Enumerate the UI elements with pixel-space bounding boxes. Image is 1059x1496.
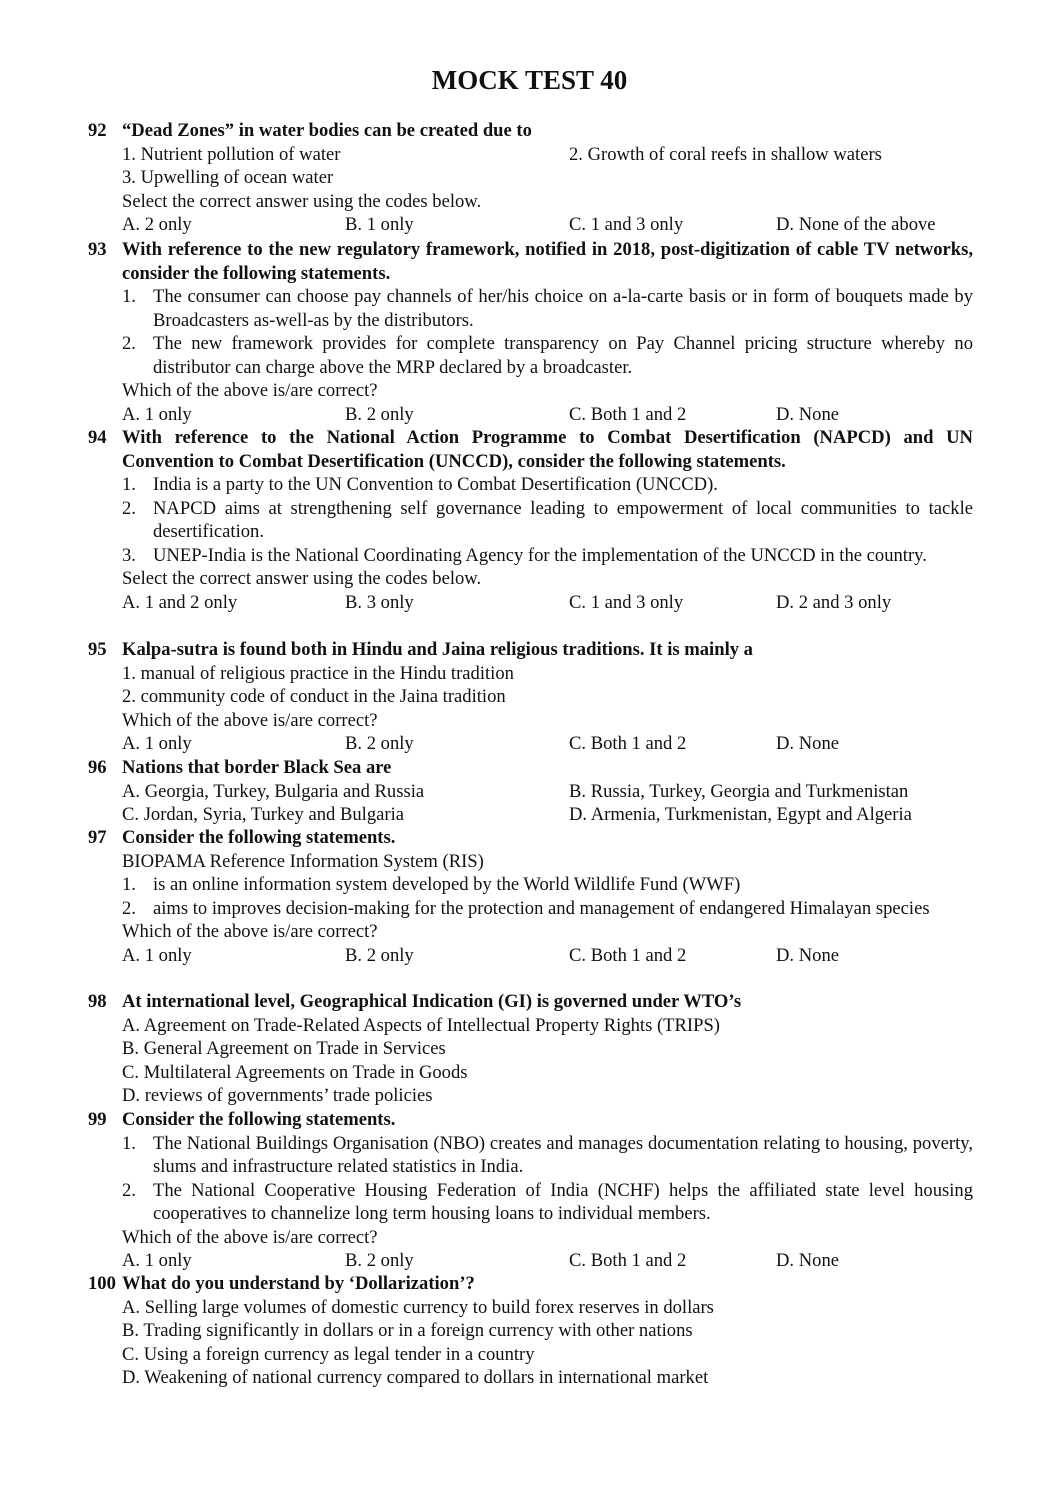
question-number: 99: [88, 1109, 107, 1130]
option-b: B. 2 only: [345, 733, 414, 754]
option-a: A. 1 only: [122, 944, 192, 966]
option-d: D. 2 and 3 only: [776, 591, 892, 613]
question-text: What do you understand by ‘Dollarization’?: [122, 1273, 475, 1294]
option-b: B. 1 only: [345, 214, 414, 235]
option-a: A. Selling large volumes of domestic currency to build forex reserves in dollars: [122, 1296, 714, 1318]
answer-prompt: Which of the above is/are correct?: [122, 709, 378, 731]
question-stem: [88, 119, 973, 143]
item-row: [88, 143, 973, 167]
question-stem: [88, 1272, 973, 1296]
option-d: D. None: [776, 733, 839, 754]
option-b: B. 2 only: [345, 1250, 414, 1271]
item: 1. manual of religious practice in the Hindu tradition: [122, 662, 514, 684]
statement-label: 2.: [122, 333, 136, 354]
answer-prompt: Which of the above is/are correct?: [122, 921, 378, 942]
option-b: B. Trading significantly in dollars or in a foreign currency with other nations: [122, 1320, 693, 1341]
question-number: 93: [88, 239, 107, 260]
question-number: 92: [88, 120, 107, 141]
question-99: [88, 1108, 973, 1273]
option-c: C. Jordan, Syria, Turkey and Bulgaria: [122, 804, 404, 825]
question-stem: [88, 426, 973, 473]
question-93: [88, 238, 973, 426]
item-row: [88, 780, 973, 804]
statement-text: is an online information system developed by the World Wildlife Fund (WWF): [153, 874, 741, 895]
answer-options: [88, 403, 973, 427]
statement: [88, 473, 973, 497]
option-a: A. 1 only: [122, 1250, 192, 1271]
question-text: At international level, Geographical Indication (GI) is governed under WTO’s: [122, 991, 742, 1012]
option-b: B. 2 only: [345, 944, 414, 966]
option-c: C. Both 1 and 2: [569, 403, 687, 425]
statement: [88, 332, 973, 379]
page-title: MOCK TEST 40: [431, 65, 628, 95]
statement-label: 3.: [122, 544, 136, 566]
question-96: [88, 756, 973, 827]
question-94: [88, 426, 973, 614]
option-a: A. Georgia, Turkey, Bulgaria and Russia: [122, 780, 425, 802]
statement-label: 2.: [122, 1179, 136, 1201]
option-c: C. Both 1 and 2: [569, 1250, 687, 1271]
question-text: With reference to the National Action Programme to Combat Desertification (NAPCD) and UN Convention to Combat Desertification (UNCCD), consider the following statements.: [122, 427, 973, 472]
answer-prompt: Select the correct answer using the codes below.: [122, 190, 482, 212]
statement: [88, 285, 973, 332]
statement-label: 2.: [122, 897, 136, 919]
statement-label: 2.: [122, 497, 136, 519]
question-stem: [88, 826, 973, 850]
question-text: Consider the following statements.: [122, 1109, 396, 1130]
question-number: 96: [88, 757, 107, 778]
statement-text: India is a party to the UN Convention to Combat Desertification (UNCCD).: [153, 474, 718, 495]
question-text: “Dead Zones” in water bodies can be created due to: [122, 120, 532, 141]
question-number: 98: [88, 991, 107, 1012]
question-stem: [88, 1108, 973, 1132]
answer-prompt: Select the correct answer using the codes below.: [122, 568, 482, 589]
question-text: With reference to the new regulatory framework, notified in 2018, post-digitization of cable TV networks, consider the following statements.: [122, 239, 973, 284]
statement-text: NAPCD aims at strengthening self governance leading to empowerment of local communities to tackle desertification.: [153, 497, 973, 542]
question-95: [88, 638, 973, 756]
option-c: C. Both 1 and 2: [569, 944, 687, 966]
option-b: B. General Agreement on Trade in Services: [122, 1038, 446, 1059]
question-number: 95: [88, 639, 107, 660]
question-stem: [88, 638, 973, 662]
item: 2. Growth of coral reefs in shallow waters: [569, 143, 882, 165]
statement: [88, 1179, 973, 1226]
answer-options: [88, 944, 973, 968]
answer-options: [88, 1249, 973, 1273]
option-d: D. None of the above: [776, 214, 936, 235]
question-number: 100: [88, 1273, 116, 1294]
question-stem: [88, 238, 973, 285]
option-a: A. 2 only: [122, 214, 192, 235]
statement-label: 1.: [122, 474, 136, 495]
option-a: A. 1 only: [122, 403, 192, 425]
option-b: B. Russia, Turkey, Georgia and Turkmenistan: [569, 780, 909, 802]
statement-label: 1.: [122, 874, 136, 895]
item: 1. Nutrient pollution of water: [122, 143, 341, 165]
option-c: C. Multilateral Agreements on Trade in Goods: [122, 1061, 468, 1083]
option-b: B. 2 only: [345, 403, 414, 425]
statement: [88, 873, 973, 897]
question-text: Nations that border Black Sea are: [122, 757, 392, 778]
statement-text: aims to improves decision-making for the protection and management of endangered Himalayan species: [153, 897, 930, 919]
question-98: [88, 990, 973, 1108]
statement-text: UNEP-India is the National Coordinating Agency for the implementation of the UNCCD in the country.: [153, 544, 927, 566]
option-a: A. 1 and 2 only: [122, 591, 238, 613]
item: 2. community code of conduct in the Jaina tradition: [122, 686, 506, 707]
statement-label: 1.: [122, 1132, 136, 1154]
statement: [88, 1132, 973, 1179]
statement-text: The National Cooperative Housing Federation of India (NCHF) helps the affiliated state level housing cooperatives to channelize long term housing loans to individual members.: [153, 1179, 973, 1224]
question-stem: [88, 990, 973, 1014]
question-stem: [88, 756, 973, 780]
option-c: C. Both 1 and 2: [569, 733, 687, 754]
option-a: A. 1 only: [122, 733, 192, 754]
statement-text: The consumer can choose pay channels of her/his choice on a-la-carte basis or in form of bouquets made by Broadcasters as-well-as by the distributors.: [153, 286, 973, 331]
option-c: C. 1 and 3 only: [569, 591, 684, 613]
question-text: Consider the following statements.: [122, 827, 396, 848]
option-d: D. None: [776, 1250, 839, 1271]
question-text: Kalpa-sutra is found both in Hindu and Jaina religious traditions. It is mainly a: [122, 639, 753, 660]
option-d: D. Weakening of national currency compared to dollars in international market: [122, 1367, 709, 1388]
statement-text: The National Buildings Organisation (NBO) creates and manages documentation relating to housing, poverty, slums and infrastructure related statistics in India.: [153, 1132, 973, 1177]
option-d: D. Armenia, Turkmenistan, Egypt and Algeria: [569, 804, 912, 825]
answer-prompt: Which of the above is/are correct?: [122, 380, 378, 401]
statement-label: 1.: [122, 286, 136, 307]
option-c: C. Using a foreign currency as legal tender in a country: [122, 1343, 535, 1365]
option-c: C. 1 and 3 only: [569, 214, 684, 235]
answer-options: [88, 213, 973, 237]
answer-prompt: Which of the above is/are correct?: [122, 1226, 378, 1248]
answer-options: [88, 591, 973, 615]
statement: [88, 497, 973, 544]
option-d: D. None: [776, 944, 839, 966]
question-92: [88, 119, 973, 237]
item-row: [88, 803, 973, 827]
option-d: D. None: [776, 403, 839, 425]
item: 3. Upwelling of ocean water: [122, 167, 334, 188]
statement-text: The new framework provides for complete transparency on Pay Channel pricing structure whereby no distributor can charge above the MRP declared by a broadcaster.: [153, 333, 973, 378]
question-100: [88, 1272, 973, 1390]
option-b: B. 3 only: [345, 591, 414, 613]
statement: [88, 544, 973, 568]
question-number: 97: [88, 827, 107, 848]
question-intro: BIOPAMA Reference Information System (RIS): [122, 850, 484, 872]
statement: [88, 897, 973, 921]
option-a: A. Agreement on Trade-Related Aspects of Intellectual Property Rights (TRIPS): [122, 1014, 720, 1036]
question-number: 94: [88, 427, 107, 448]
option-d: D. reviews of governments’ trade policies: [122, 1085, 433, 1106]
answer-options: [88, 732, 973, 756]
question-97: [88, 826, 973, 967]
